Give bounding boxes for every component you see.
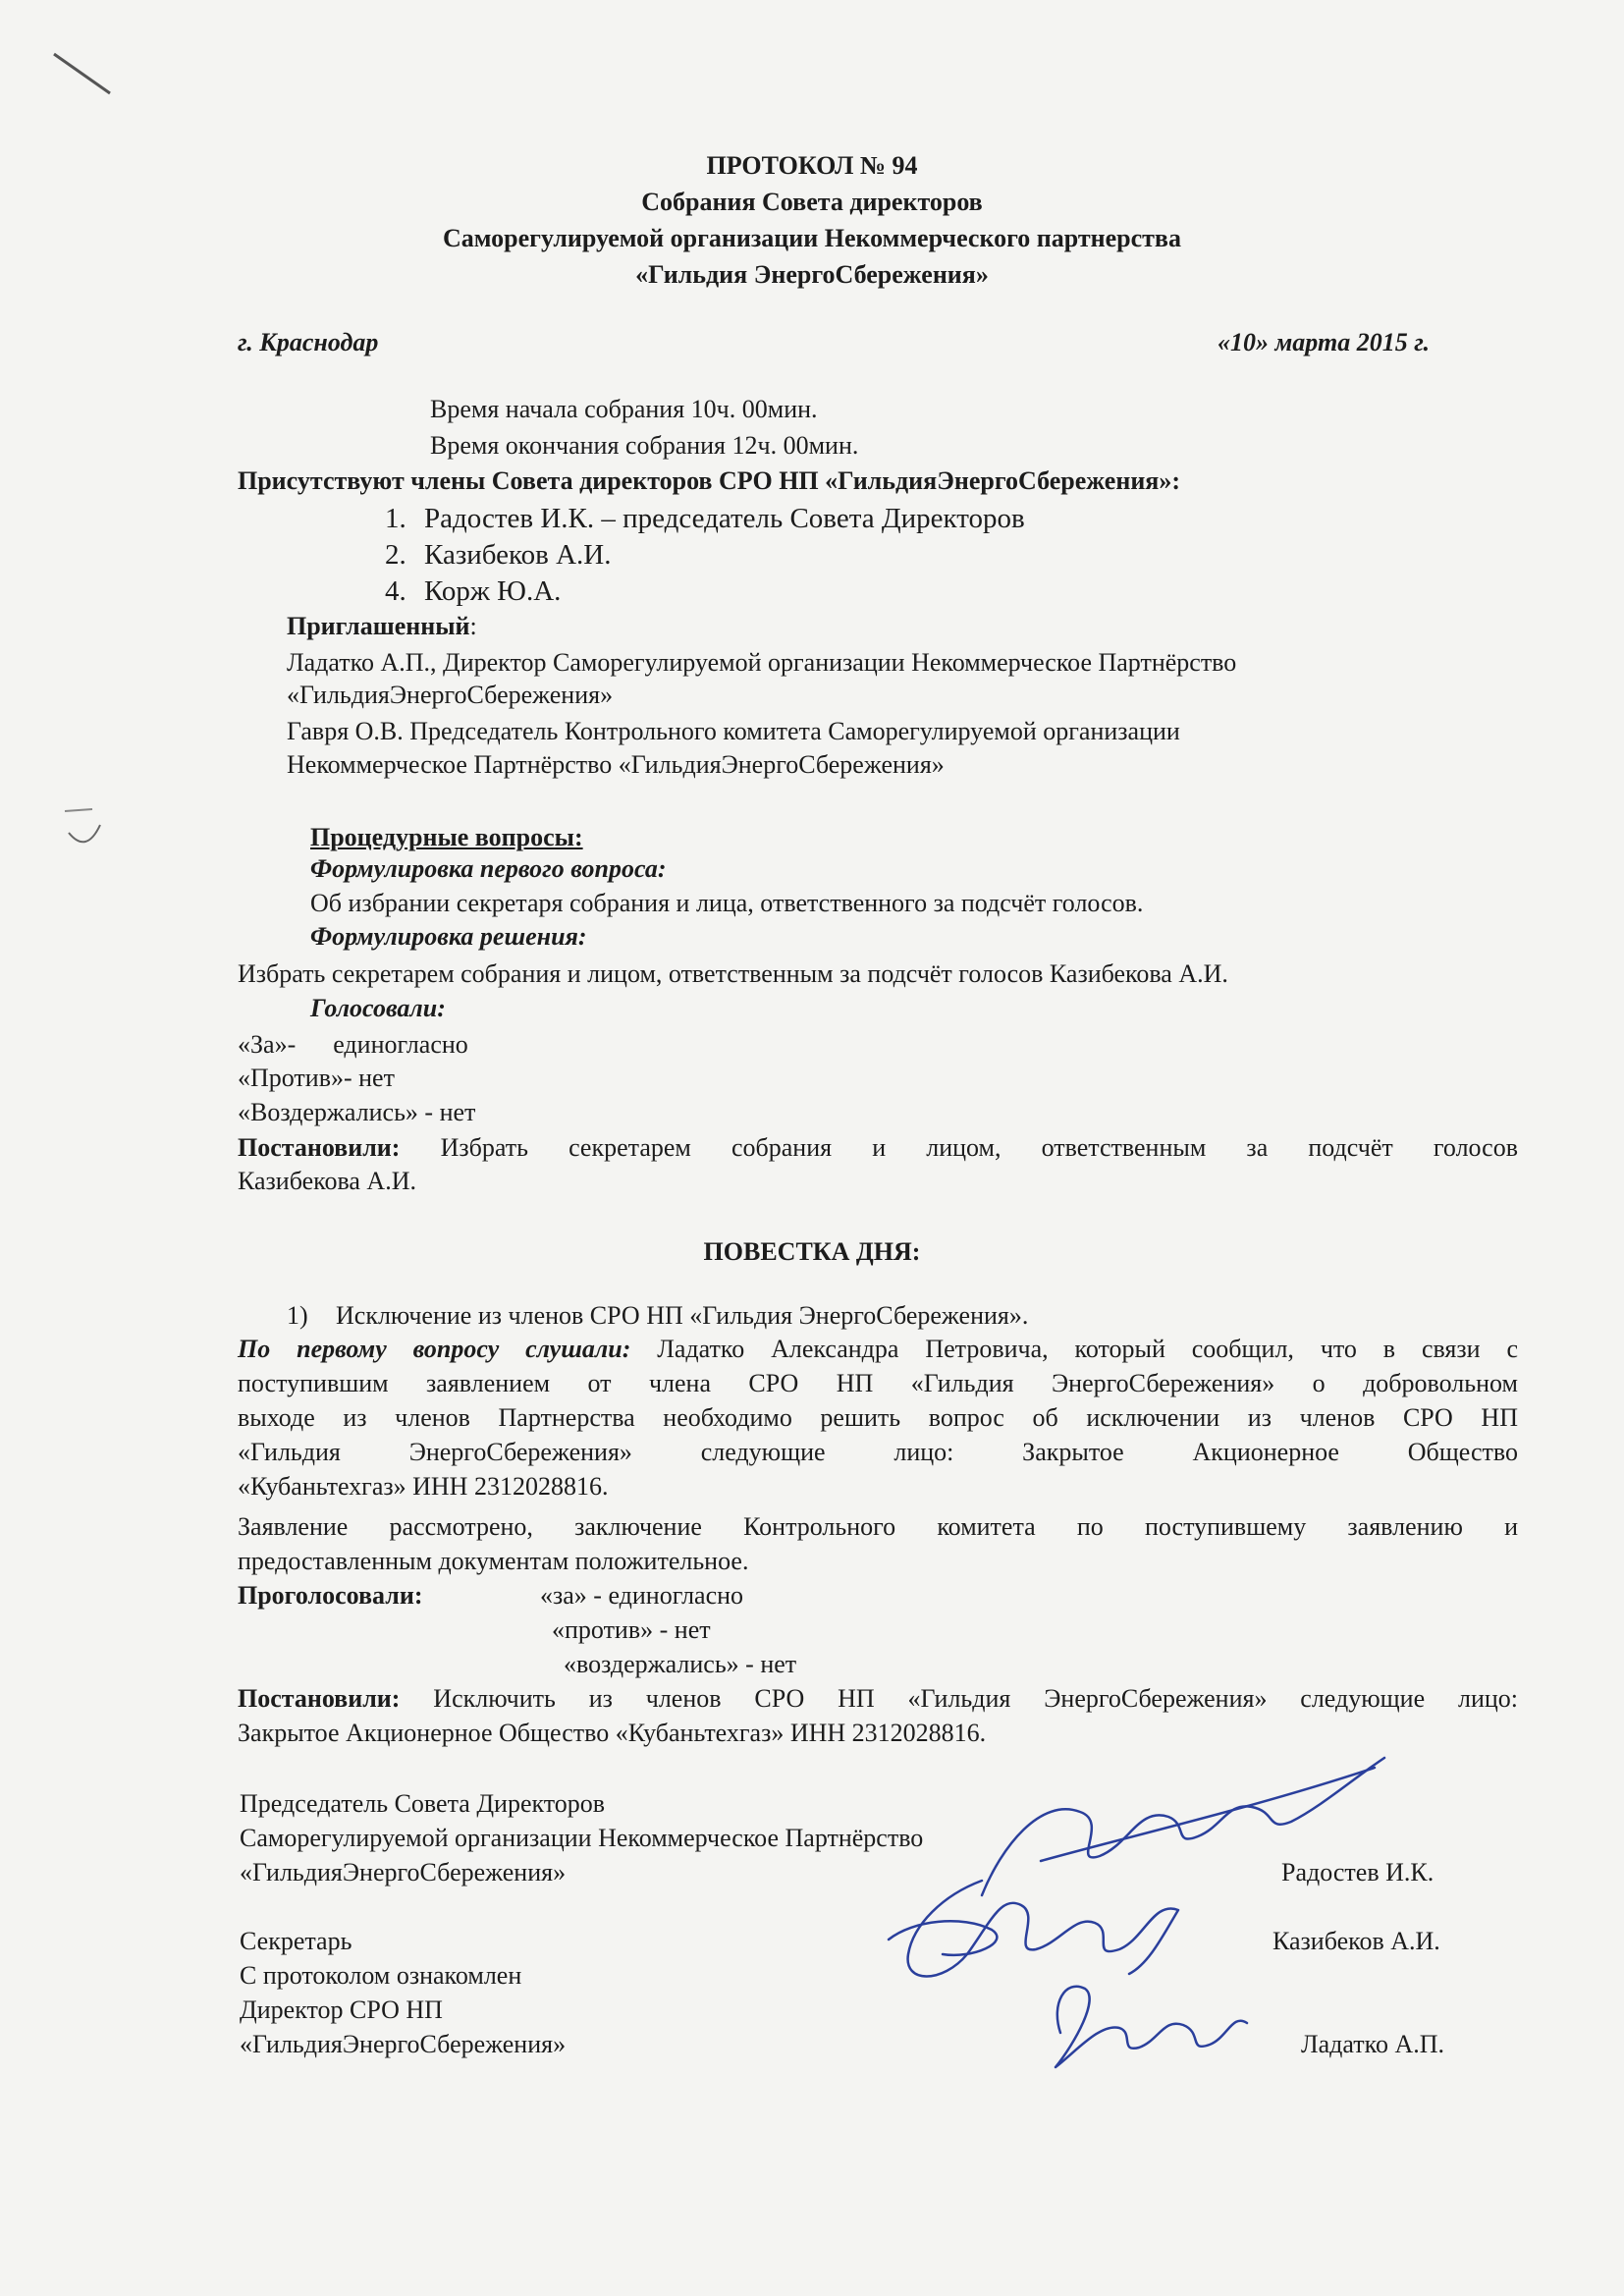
secretary-signature [908,1881,1178,1977]
resolved-procedural-cont: Казибекова А.И. [238,1167,416,1195]
director-signature [1056,1987,1247,2067]
agenda-resolved-cont: Закрытое Акционерное Общество «Кубаньтехгаз» ИНН 2312028816. [238,1719,987,1747]
agenda-vote-for: «за» - единогласно [540,1581,744,1610]
organization-name: «Гильдия ЭнергоСбережения» [635,260,989,289]
vote-for-label: «За»- [238,1030,297,1059]
secretary-signature-loop [889,1921,997,1955]
meeting-place: г. Краснодар [238,328,379,356]
invited-line: Гавря О.В. Председатель Контрольного комитета Саморегулируемой организации [287,717,1180,745]
agenda-heading: ПОВЕСТКА ДНЯ: [703,1237,921,1266]
member-number: 4. [385,575,406,607]
resolved-label: Постановили: [238,1133,401,1162]
agenda-resolved-label: Постановили: [238,1684,401,1713]
invited-line: Ладатко А.П., Директор Саморегулируемой организации Некоммерческое Партнёрство [287,648,1237,677]
heard-line: «Кубаньтехгаз» ИНН 2312028816. [238,1472,609,1501]
meeting-date: «10» марта 2015 г. [1218,328,1430,356]
time-end: Время окончания собрания 12ч. 00мин. [430,431,859,460]
first-question-text: Об избрании секретаря собрания и лица, ответственного за подсчёт голосов. [310,889,1144,917]
procedural-heading: Процедурные вопросы: [310,823,583,851]
time-start: Время начала собрания 10ч. 00мин. [430,395,818,423]
member-number: 1. [385,503,406,534]
resolved-text: Избрать секретарем собрания и лицом, ответственным за подсчёт голосов [440,1133,1519,1162]
member-name: Казибеков А.И. [424,539,612,571]
agenda-item-text: Исключение из членов СРО НП «Гильдия ЭнергоСбережения». [336,1301,1029,1330]
chair-signature-underline [1041,1768,1375,1861]
acknowledged-line: С протоколом ознакомлен [240,1961,522,1990]
agenda-item-number: 1) [287,1301,308,1330]
voted-label: Голосовали: [310,994,446,1022]
chair-title-line: Саморегулируемой организации Некоммерческое Партнёрство [240,1824,924,1852]
document-title: ПРОТОКОЛ № 94 [706,151,918,180]
agenda-vote-against: «против» - нет [552,1615,711,1644]
agenda-voted-label: Проголосовали: [238,1581,423,1610]
heard-text: Ладатко Александра Петровича, который сообщил, что в связи с [657,1335,1519,1363]
heard-line: «Гильдия ЭнергоСбережения» следующие лицо: Закрытое Акционерное Общество [238,1438,1518,1466]
vote-against: «Против»- нет [238,1064,395,1092]
document-subtitle: Собрания Совета директоров [641,188,983,216]
first-question-label: Формулировка первого вопроса: [310,854,667,883]
statement-line: предоставленным документам положительное. [238,1547,749,1575]
director-name: Ладатко А.П. [1301,2030,1444,2058]
director-title-line: Директор СРО НП [240,1995,443,2024]
vote-abstain: «Воздержались» - нет [238,1098,476,1126]
heard-label: По первому вопросу слушали: [238,1335,631,1363]
member-number: 2. [385,539,406,571]
member-name: Радостев И.К. – председатель Совета Директоров [424,503,1025,534]
invited-heading-label: Приглашенный [287,612,470,640]
chair-title-line: Председатель Совета Директоров [240,1789,606,1818]
decision-text: Избрать секретарем собрания и лицом, ответственным за подсчёт голосов Казибекова А.И. [238,959,1228,988]
decision-label: Формулировка решения: [310,922,587,951]
vote-for-value: единогласно [333,1030,468,1059]
invited-heading-colon: : [469,612,477,640]
statement-line: Заявление рассмотрено, заключение Контрольного комитета по поступившему заявлению и [238,1512,1518,1541]
agenda-vote-abstain: «воздержались» - нет [564,1650,797,1678]
member-name: Корж Ю.А. [424,575,562,607]
heard-line: выходе из членов Партнерства необходимо решить вопрос об исключении из членов СРО НП [238,1403,1518,1432]
chair-title-line: «ГильдияЭнергоСбережения» [240,1858,567,1886]
secretary-label: Секретарь [240,1927,352,1955]
secretary-name: Казибеков А.И. [1272,1927,1440,1955]
organization-line: Саморегулируемой организации Некоммерческого партнерства [443,224,1181,252]
invited-line: «ГильдияЭнергоСбережения» [287,681,614,709]
director-title-line: «ГильдияЭнергоСбережения» [240,2030,567,2058]
agenda-resolved-text: Исключить из членов СРО НП «Гильдия ЭнергоСбережения» следующие лицо: [433,1684,1519,1713]
invited-line: Некоммерческое Партнёрство «ГильдияЭнергоСбережения» [287,750,945,779]
chair-signature [982,1758,1384,1895]
chair-name: Радостев И.К. [1281,1858,1435,1886]
heard-line: поступившим заявлением от члена СРО НП «Гильдия ЭнергоСбережения» о добровольном [238,1369,1518,1397]
present-heading: Присутствуют члены Совета директоров СРО НП «ГильдияЭнергоСбережения»: [238,466,1181,495]
